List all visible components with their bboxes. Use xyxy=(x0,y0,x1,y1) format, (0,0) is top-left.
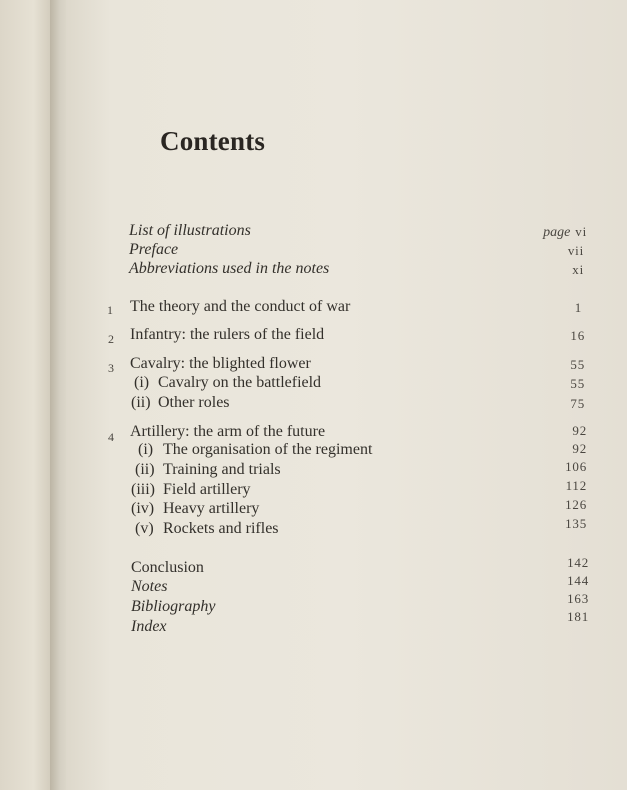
toc-entry-list-of-illustrations: List of illustrations xyxy=(129,222,251,239)
toc-entry-section: Rockets and rifles xyxy=(163,520,279,537)
toc-entry-chapter-2: Infantry: the rulers of the field xyxy=(130,326,325,343)
chapter-number: 3 xyxy=(108,361,115,375)
toc-entry-chapter-3: Cavalry: the blighted flower xyxy=(130,355,311,372)
toc-entry-section: Heavy artillery xyxy=(163,500,260,517)
toc-entry-chapter-1: The theory and the conduct of war xyxy=(130,298,351,315)
toc-page-index: 181 xyxy=(567,609,589,624)
toc-page-bibliography: 163 xyxy=(567,591,589,606)
toc-entry-index: Index xyxy=(131,618,167,635)
page-label: page xyxy=(543,225,571,240)
toc-page-preface: vii xyxy=(567,243,584,258)
toc-page-section: 106 xyxy=(565,459,587,474)
facing-page-edge xyxy=(0,0,56,790)
toc-page-section: 55 xyxy=(570,376,585,391)
chapter-number: 2 xyxy=(108,332,115,346)
toc-entry-section: Training and trials xyxy=(163,461,281,478)
toc-page-conclusion: 142 xyxy=(567,555,589,570)
toc-page-list-of-illustrations: page vi xyxy=(543,224,587,240)
toc-page-chapter-4: 92 xyxy=(572,423,587,438)
toc-page-chapter-2: 16 xyxy=(570,328,585,343)
toc-page-section: 135 xyxy=(565,516,587,531)
toc-page-notes: 144 xyxy=(567,573,589,588)
toc-section-label: (v) xyxy=(135,520,154,537)
toc-entry-section: Other roles xyxy=(158,394,230,411)
toc-page-section: 75 xyxy=(570,396,585,411)
toc-page-section: 126 xyxy=(565,497,587,512)
toc-section-label: (iv) xyxy=(131,500,155,517)
toc-page-chapter-1: 1 xyxy=(574,300,582,315)
toc-entry-bibliography: Bibliography xyxy=(131,598,216,615)
toc-entry-section: Field artillery xyxy=(163,481,251,498)
page-title: Contents xyxy=(160,126,266,156)
toc-entry-notes: Notes xyxy=(131,578,168,595)
chapter-number: 1 xyxy=(107,303,114,317)
toc-entry-abbreviations: Abbreviations used in the notes xyxy=(129,260,330,277)
toc-section-label: (ii) xyxy=(131,394,151,411)
toc-page-abbreviations: xi xyxy=(572,262,584,277)
toc-entry-section: Cavalry on the battlefield xyxy=(158,374,322,391)
toc-section-label: (i) xyxy=(138,441,154,458)
toc-entry-section: The organisation of the regiment xyxy=(163,441,373,458)
toc-page-section: 92 xyxy=(572,441,587,456)
toc-section-label: (ii) xyxy=(135,461,155,478)
toc-entry-conclusion: Conclusion xyxy=(131,559,204,576)
chapter-number: 4 xyxy=(108,430,115,444)
toc-section-label: (iii) xyxy=(131,481,155,498)
toc-entry-preface: Preface xyxy=(129,241,179,258)
toc-page-chapter-3: 55 xyxy=(570,357,585,372)
toc-entry-chapter-4: Artillery: the arm of the future xyxy=(130,423,326,440)
toc-page-section: 112 xyxy=(565,478,587,493)
toc-section-label: (i) xyxy=(134,374,150,391)
